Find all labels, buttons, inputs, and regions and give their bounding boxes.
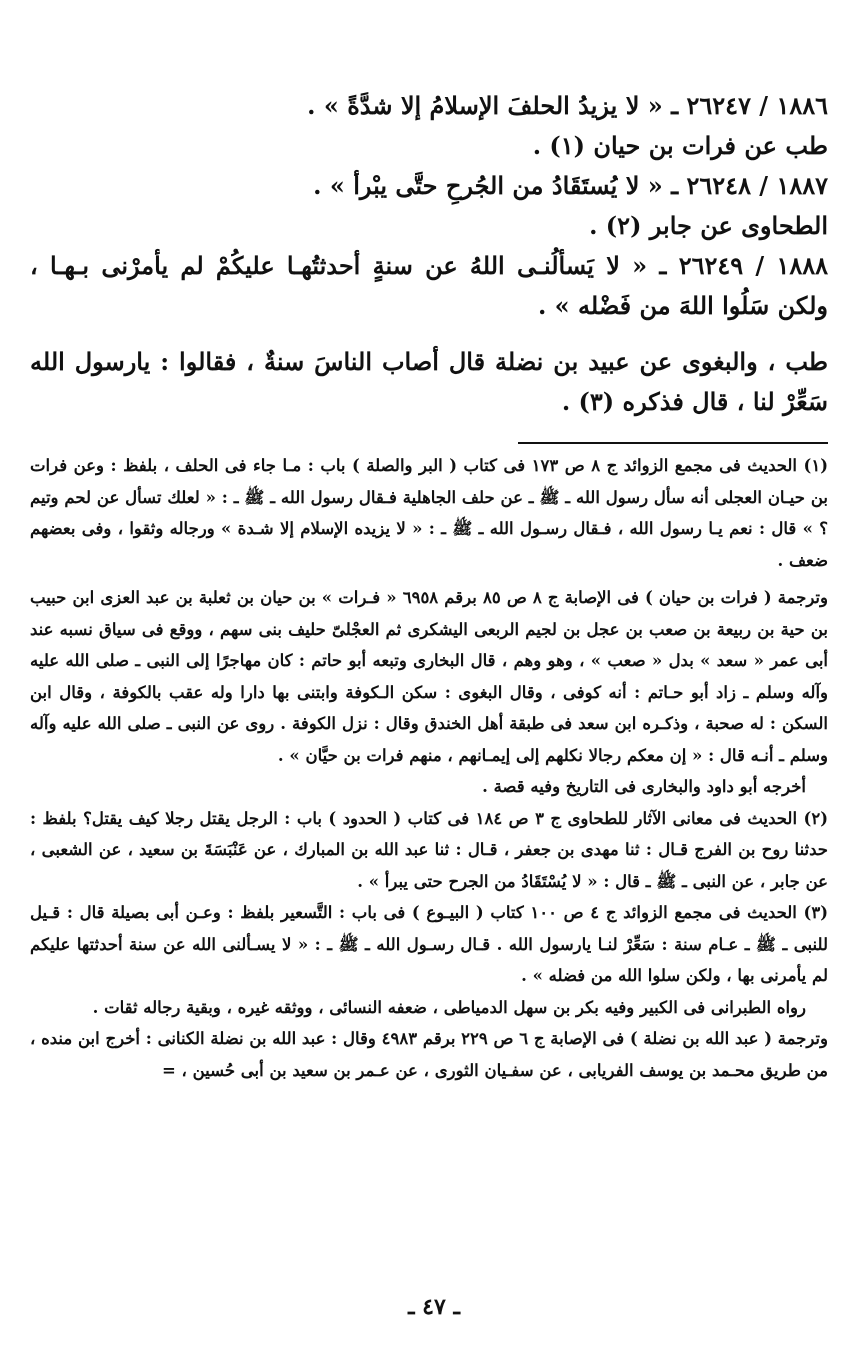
main-text <box>30 86 828 422</box>
footnote-3-biography: وترجمة ( عبد الله بن نضلة ) فى الإصابة ج ٦ ص ٢٢٩ برقم ٤٩٨٣ وقال : عبد الله بن نضلة الكنانى : أخرج ابن منده ، من طريق محـمد بن يوسف الفريابى ، عن سفـيان الثورى ، عن عـمر بن سعيد بن أبى حُسين ، = <box>30 1029 828 1080</box>
footnote-1-takhrij: أخرجه أبو داود والبخارى فى التاريخ وفيه قصة . <box>482 777 806 796</box>
hadith-1886: ١٨٨٦ / ٢٦٢٤٧ ـ « لا يزيدُ الحلفَ الإسلامُ إلا شدَّةً » . <box>307 91 828 120</box>
hadith-1888-source: طب ، والبغوى عن عبيد بن نضلة قال أصاب الناسَ سنةٌ ، فقالوا : يارسول الله سَعِّرْ لنا ، قال فذكره (٣) . <box>30 347 828 416</box>
footnote-2: (٢) الحديث فى معانى الآثار للطحاوى ج ٣ ص ١٨٤ فى كتاب ( الحدود ) باب : الرجل يقتل رجلا كيف يقتل؟ بلفظ : حدثنا روح بن الفرج قـال : ثنا مهدى بن جعفر ، قـال : ثنا عبد الله بن المبارك ، عن عَنْبَسَةَ بن سعيد ، عن الشعبى ، عن جابر ، عن النبى ـ ﷺ ـ قال : « لا يُسْتَقَادُ من الجرح حتى يبرأ » . <box>30 808 829 891</box>
hadith-1887-source: الطحاوى عن جابر (٢) . <box>589 211 828 240</box>
footnote-divider <box>518 442 828 444</box>
footnotes <box>30 450 828 1086</box>
hadith-1887: ١٨٨٧ / ٢٦٢٤٨ ـ « لا يُستَقَادُ من الجُرحِ حتَّى يبْرأ » . <box>313 171 828 200</box>
page-content <box>30 86 828 1357</box>
hadith-1888: ١٨٨٨ / ٢٦٢٤٩ ـ « لا يَسألُنـى اللهُ عن سنةٍ أحدثتُهـا عليكُمْ لم يأمرْنى بـهـا ، ولكن سَلُوا اللهَ من فَضْله » . <box>30 251 828 320</box>
hadith-1886-source: طب عن فرات بن حيان (١) . <box>532 131 828 160</box>
footnote-3: (٣) الحديث فى مجمع الزوائد ج ٤ ص ١٠٠ كتاب ( البيـوع ) فى باب : التَّسعير بلفظ : وعـن أبى بصيلة قال : قـيل للنبى ـ ﷺ ـ عـام سنة : سَعِّرْ لنـا يارسول الله . قـال رسـول الله ـ ﷺ ـ : « لا يسـألنى الله عن سنة أحدثتها عليكم لم يأمرنى بها ، ولكن سلوا الله من فضله » . <box>30 903 828 985</box>
footnote-1: (١) الحديث فى مجمع الزوائد ج ٨ ص ١٧٣ فى كتاب ( البر والصلة ) باب : مـا جاء فى الحلف ، بلفظ : وعن فرات بن حيـان العجلى أنه سأل رسول الله ـ ﷺ ـ عن حلف الجاهلية فـقال رسول الله ـ ﷺ ـ : « لعلك تسأل عن لحم وتيم ؟ » قال : نعم يـا رسول الله ، فـقال رسـول الله ـ ﷺ ـ : « لا يزيده الإسلام إلا شـدة » ورجاله وثقوا ، وفى بعضهم ضعف . <box>30 456 828 570</box>
footnote-1-biography: وترجمة ( فرات بن حيان ) فى الإصابة ج ٨ ص ٨٥ برقم ٦٩٥٨ « فـرات » بن حيان بن ثعلبة بن عبد العزى ابن حبيب بن حية بن ربيعة بن صعب بن عجل بن لجيم الربعى اليشكرى ثم العجْلىّ حليف بنى سهم ، ووقع فى سياق نسبه عند أبى عمر « سعد » بدل « صعب » ، وهو وهم ، قال البخارى وتبعه أبو حاتم : كان مهاجرًا إلى النبى ـ صلى الله عليه وآله وسلم ـ زاد أبو حـاتم : أنه كوفى ، وقال البغوى : سكن الـكوفة وابتنى بها دارا وله عقب بالكوفة ، وقال ابن السكن : له صحبة ، وذكـره ابن سعد فى طبقة أهل الخندق وقال : نزل الكوفة . روى عن النبى ـ صلى الله عليه وآله وسلم ـ أنـه قال : « إن معكم رجالا نكلهم إلى إيمـانهم ، منهم فرات بن حيَّان » . <box>30 588 828 765</box>
page-number: ـ ٤٧ ـ <box>408 1294 460 1320</box>
footnote-3-grading: رواه الطبرانى فى الكبير وفيه بكر بن سهل الدمياطى ، ضعفه النسائى ، ووثقه غيره ، وبقية رجاله ثقات . <box>92 997 806 1017</box>
